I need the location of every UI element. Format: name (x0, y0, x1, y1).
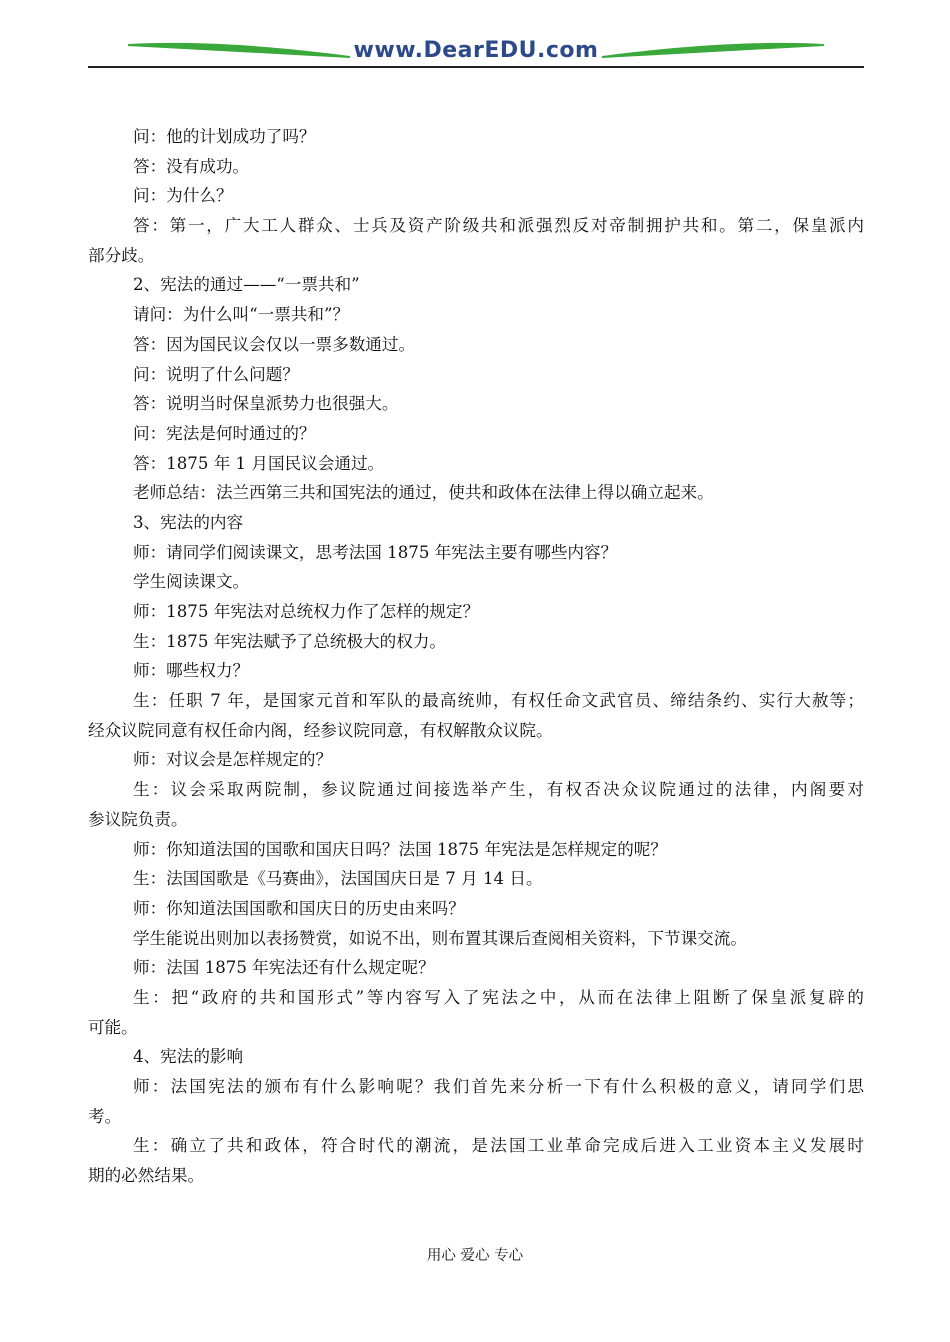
text-line: 师：请同学们阅读课文，思考法国 1875 年宪法主要有哪些内容？ (133, 542, 618, 562)
text-line: 经众议院同意有权任命内阁，经参议院同意，有权解散众议院。 (88, 720, 553, 740)
text-line: 问：为什么？ (133, 186, 233, 206)
text-line: 生：法国国歌是《马赛曲》，法国国庆日是 7 月 14 日。 (133, 869, 543, 889)
document-body (88, 122, 864, 1191)
text-line: 问：他的计划成功了吗？ (133, 127, 316, 146)
page-header (88, 30, 864, 70)
text-line: 生：议会采取两院制，参议院通过间接选举产生，有权否决众议院通过的法律，内阁要对 (133, 780, 864, 800)
text-line: 生：把“政府的共和国形式”等内容写入了宪法之中，从而在法律上阻断了保皇派复辟的 (133, 987, 864, 1007)
text-line: 答：1875 年 1 月国民议会通过。 (133, 453, 385, 473)
text-line: 生：1875 年宪法赋予了总统极大的权力。 (133, 631, 447, 651)
text-line: 老师总结：法兰西第三共和国宪法的通过，使共和政体在法律上得以确立起来。 (133, 483, 714, 503)
text-line: 3、宪法的内容 (133, 512, 244, 532)
text-line: 问：宪法是何时通过的？ (133, 423, 316, 443)
text-line: 可能。 (88, 1017, 138, 1037)
text-line: 生：任职 7 年，是国家元首和军队的最高统帅，有权任命文武官员、缔结条约、实行大赦等； (133, 691, 864, 711)
text-line: 2、宪法的通过——“一票共和” (133, 275, 360, 295)
text-line: 师：法国 1875 年宪法还有什么规定呢？ (133, 958, 435, 978)
text-line: 师：对议会是怎样规定的？ (133, 750, 333, 770)
text-line: 考。 (88, 1106, 122, 1126)
text-line: 学生能说出则加以表扬赞赏，如说不出，则布置其课后查阅相关资料，下节课交流。 (133, 928, 747, 948)
text-line: 生：确立了共和政体，符合时代的潮流，是法国工业革命完成后进入工业资本主义发展时 (133, 1136, 864, 1156)
text-line: 学生阅读课文。 (133, 572, 250, 592)
text-line: 答：没有成功。 (133, 156, 250, 176)
text-line: 答：因为国民议会仅以一票多数通过。 (133, 334, 416, 354)
text-line: 师：你知道法国国歌和国庆日的历史由来吗？ (133, 898, 465, 918)
text-line: 师：你知道法国的国歌和国庆日吗？法国 1875 年宪法是怎样规定的呢？ (133, 839, 667, 859)
page-footer: 用心 爱心 专心 (426, 1248, 524, 1264)
text-line: 问：说明了什么问题？ (133, 364, 299, 384)
header-divider (88, 66, 864, 68)
text-line: 参议院负责。 (88, 809, 188, 829)
site-title: www.DearEDU.com (353, 38, 599, 63)
text-line: 师：1875 年宪法对总统权力作了怎样的规定？ (133, 602, 480, 621)
text-line: 4、宪法的影响 (133, 1047, 244, 1067)
text-line: 请问：为什么叫“一票共和”？ (133, 305, 350, 325)
text-line: 答：第一，广大工人群众、士兵及资产阶级共和派强烈反对帝制拥护共和。第二，保皇派内 (133, 216, 864, 236)
text-line: 师：法国宪法的颁布有什么影响呢？我们首先来分析一下有什么积极的意义，请同学们思 (133, 1077, 864, 1096)
text-line: 答：说明当时保皇派势力也很强大。 (133, 394, 399, 414)
text-line: 师：哪些权力？ (133, 661, 250, 681)
text-line: 期的必然结果。 (88, 1166, 205, 1186)
text-line: 部分歧。 (88, 245, 155, 265)
